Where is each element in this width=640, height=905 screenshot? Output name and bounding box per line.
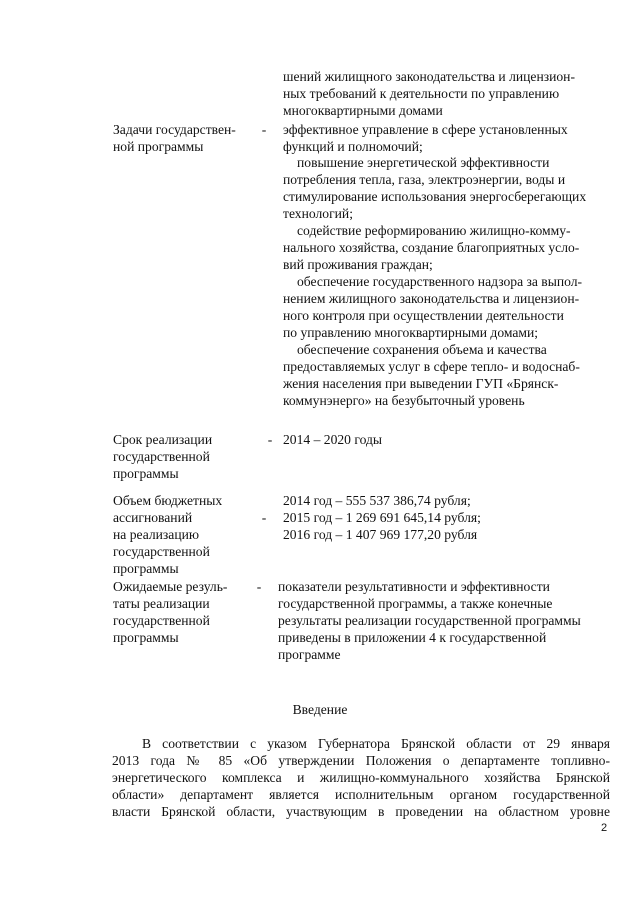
tasks-label: Задачи государствен- [113, 122, 236, 137]
tasks-line: обеспечение сохранения объема и качества [297, 342, 547, 357]
continuation-line: шений жилищного законодательства и лицензион- [283, 69, 575, 84]
term-label: государственной [113, 449, 210, 464]
tasks-line: по управлению многоквартирными домами; [283, 325, 539, 340]
results-line: результаты реализации государственной программы [278, 613, 581, 628]
section-heading: Введение [292, 702, 348, 717]
tasks-line: предоставляемых услуг в сфере тепло- и водоснаб- [283, 359, 580, 374]
tasks-dash: - [261, 122, 267, 137]
continuation-line: ных требований к деятельности по управлению [283, 86, 560, 101]
tasks-label: ной программы [113, 139, 204, 154]
tasks-line: стимулирование использования энергосберегающих [283, 189, 587, 204]
budget-line: 2014 год – 555 537 386,74 рубля; [283, 493, 471, 508]
budget-label: ассигнований [113, 510, 193, 525]
page-number: 2 [601, 822, 608, 834]
results-line: приведены в приложении 4 к государственной [278, 630, 547, 645]
intro-line: власти Брянской области, участвующим в проведении на областном уровне [112, 804, 610, 819]
results-line: государственной программы, а также конечные [278, 596, 553, 611]
budget-dash: - [261, 510, 267, 525]
budget-label: программы [113, 561, 179, 576]
term-dash: - [267, 432, 273, 447]
continuation-line: многоквартирными домами [283, 103, 443, 118]
intro-line: В соответствии с указом Губернатора Брянской области от 29 января [142, 736, 610, 751]
budget-label: Объем бюджетных [113, 493, 223, 508]
budget-line: 2016 год – 1 407 969 177,20 рубля [283, 527, 478, 542]
tasks-line: нального хозяйства, создание благоприятных усло- [283, 240, 580, 255]
results-label: таты реализации [113, 596, 210, 611]
tasks-line: технологий; [283, 206, 353, 221]
budget-label: на реализацию [113, 527, 200, 542]
tasks-line: функций и полномочий; [283, 139, 423, 154]
tasks-line: повышение энергетической эффективности [297, 155, 550, 170]
results-label: программы [113, 630, 179, 645]
tasks-line: вий проживания граждан; [283, 257, 433, 272]
tasks-line: ного контроля при осуществлении деятельности [283, 308, 564, 323]
results-label: государственной [113, 613, 210, 628]
tasks-line: эффективное управление в сфере установленных [283, 122, 568, 137]
results-label: Ожидаемые резуль- [113, 579, 228, 594]
results-dash: - [256, 579, 262, 594]
tasks-line: потребления тепла, газа, электроэнергии, воды и [283, 172, 566, 187]
results-line: показатели результативности и эффективности [278, 579, 550, 594]
tasks-line: коммунэнерго» на безубыточный уровень [283, 393, 525, 408]
tasks-line: жения населения при выведении ГУП «Брянск- [283, 376, 559, 391]
tasks-line: содействие реформированию жилищно-комму- [297, 223, 571, 238]
intro-line: энергетического комплекса и жилищно-коммунального хозяйства Брянской [112, 770, 610, 785]
term-label: Срок реализации [113, 432, 213, 447]
budget-label: государственной [113, 544, 210, 559]
term-label: программы [113, 466, 179, 481]
term-value: 2014 – 2020 годы [283, 432, 383, 447]
budget-line: 2015 год – 1 269 691 645,14 рубля; [283, 510, 481, 525]
tasks-line: нением жилищного законодательства и лицензион- [283, 291, 580, 306]
tasks-line: обеспечение государственного надзора за выпол- [297, 274, 583, 289]
intro-line: области» департамент является исполнительным органом государственной [112, 787, 610, 802]
intro-line: 2013 года № 85 «Об утверждении Положения о департаменте топливно- [112, 753, 610, 768]
results-line: программе [278, 647, 341, 662]
